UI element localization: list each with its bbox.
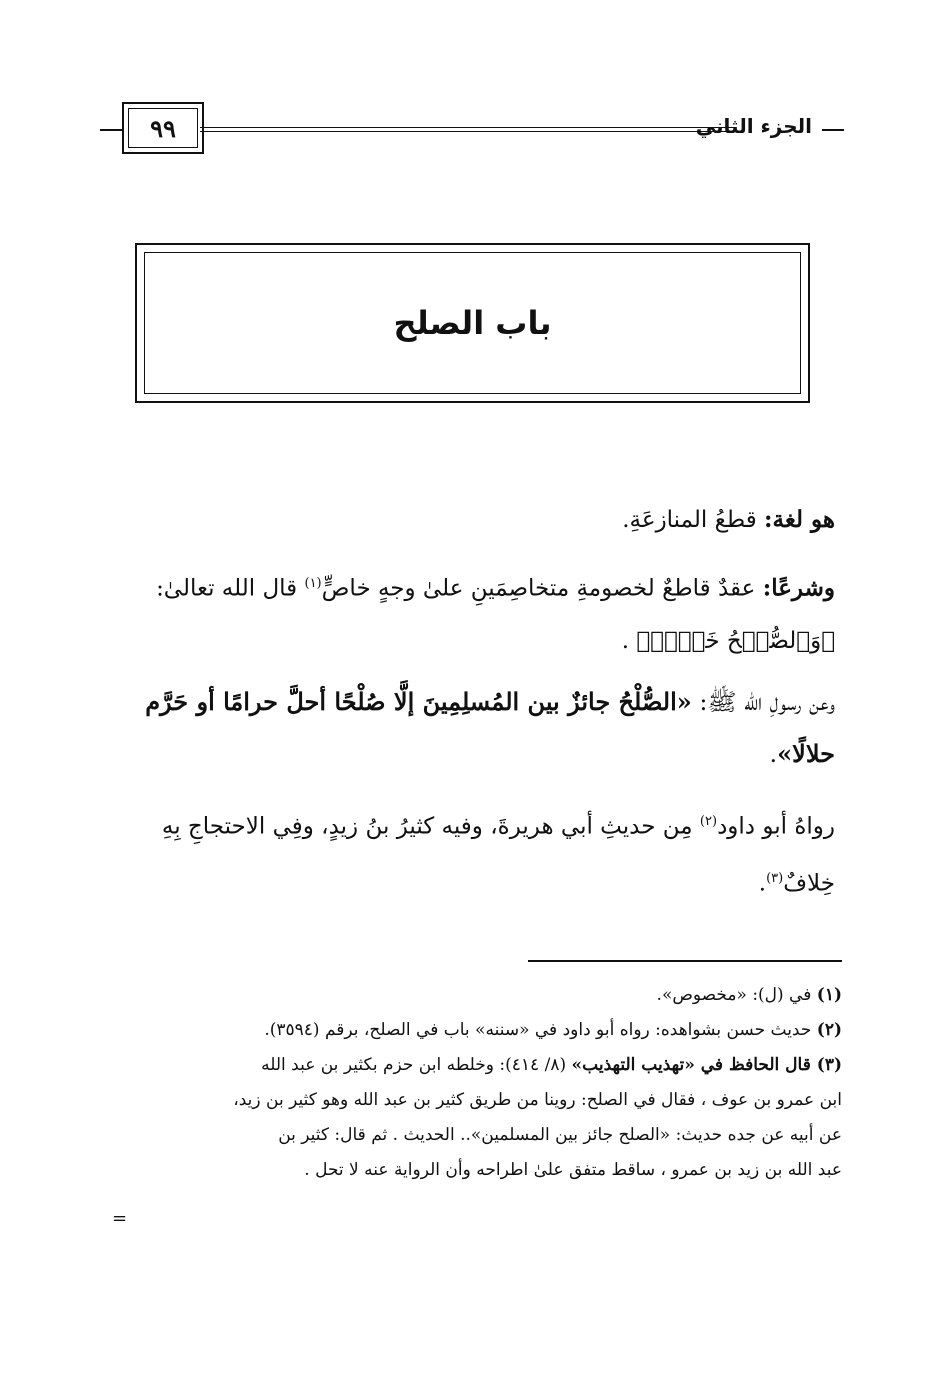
hadith-quote: «الصُّلْحُ جائزٌ بين المُسلِمِينَ إلَّا صُلْحًا أحلَّ حرامًا أو حَرَّم حلالًا»	[145, 687, 835, 768]
paragraph-text-tail: قال الله تعالىٰ: ﴿وَٱلصُّلۡحُ خَيۡرٞ﴾ .	[156, 575, 835, 654]
paragraph-definition-legal	[100, 558, 835, 667]
footnote-ref-2[interactable]: (٢)	[699, 814, 718, 829]
page-number: ٩٩	[128, 108, 198, 148]
paragraph-text: عقدٌ قاطعٌ لخصومةِ متخاصِمَينِ علىٰ وجهٍ خاصٍّ	[321, 575, 763, 602]
footnotes	[100, 978, 842, 1188]
footnote-number: (٢)	[816, 1020, 842, 1040]
footnote-2	[100, 1013, 842, 1048]
chapter-title: باب الصلح	[393, 304, 552, 342]
hadith-intro: وعن رسولِ الله ﷺ:	[691, 688, 835, 716]
paragraph-text: مِن حديثِ أبي هريرةَ، وفيه كثيرُ بنُ زيدٍ، وفِي الاحتجاجِ بِهِ خِلافٌ	[161, 813, 835, 897]
footnote-text: في (ل): «مخصوص».	[656, 985, 817, 1005]
footnote-ref-3[interactable]: (٣)	[766, 870, 784, 886]
paragraph-end: .	[769, 740, 778, 768]
header-dash-left	[100, 129, 122, 131]
footnote-separator	[528, 960, 842, 962]
continuation-mark: =	[112, 1208, 128, 1229]
paragraph-source	[100, 796, 835, 909]
paragraph-text: قطعُ المنازعَةِ.	[622, 507, 765, 533]
footnote-number: (١)	[816, 985, 842, 1005]
chapter-title-inner-frame	[144, 252, 801, 394]
footnote-text: (٨/ ٤١٤): وخلطه ابن حزم بكثير بن عبد الله	[261, 1055, 572, 1075]
header-dash-right	[822, 129, 844, 131]
footnote-3	[100, 1048, 842, 1083]
footnote-text: حديث حسن بشواهده: رواه أبو داود في «سننه» باب في الصلح، برقم (٣٥٩٤).	[264, 1020, 817, 1040]
paragraph-hadith	[100, 676, 835, 780]
paragraph-definition-linguistic	[100, 494, 835, 546]
lead-term: وشرعًا:	[762, 574, 835, 602]
paragraph-text: رواهُ أبو داود	[717, 813, 835, 840]
footnote-number: (٣)	[816, 1055, 842, 1075]
chapter-title-frame	[135, 243, 810, 403]
footnote-ref-1[interactable]: (١)	[304, 576, 322, 591]
footnote-3-line-4: عبد الله بن زيد بن عمرو ، ساقط متفق علىٰ اطراحه وأن الرواية عنه لا تحل .	[304, 1160, 842, 1180]
footnote-3-line-3: عن أبيه عن جده حديث: «الصلح جائز بين المسلمين».. الحديث . ثم قال: كثير بن	[278, 1125, 842, 1145]
header-rule-bottom	[200, 131, 734, 132]
footnote-1	[100, 978, 842, 1013]
page-number-frame	[122, 102, 204, 154]
paragraph-end: .	[758, 870, 767, 897]
lead-term: هو لغة:	[764, 506, 835, 533]
page-header	[100, 100, 844, 158]
header-rule-top	[200, 127, 734, 128]
part-title: الجزء الثاني	[695, 114, 812, 138]
footnote-3-line-2: ابن عمرو بن عوف ، فقال في الصلح: روينا من طريق كثير بن عبد الله وهو كثير بن زيد،	[233, 1090, 842, 1110]
footnote-bold-text: قال الحافظ في «تهذيب التهذيب»	[571, 1055, 817, 1075]
